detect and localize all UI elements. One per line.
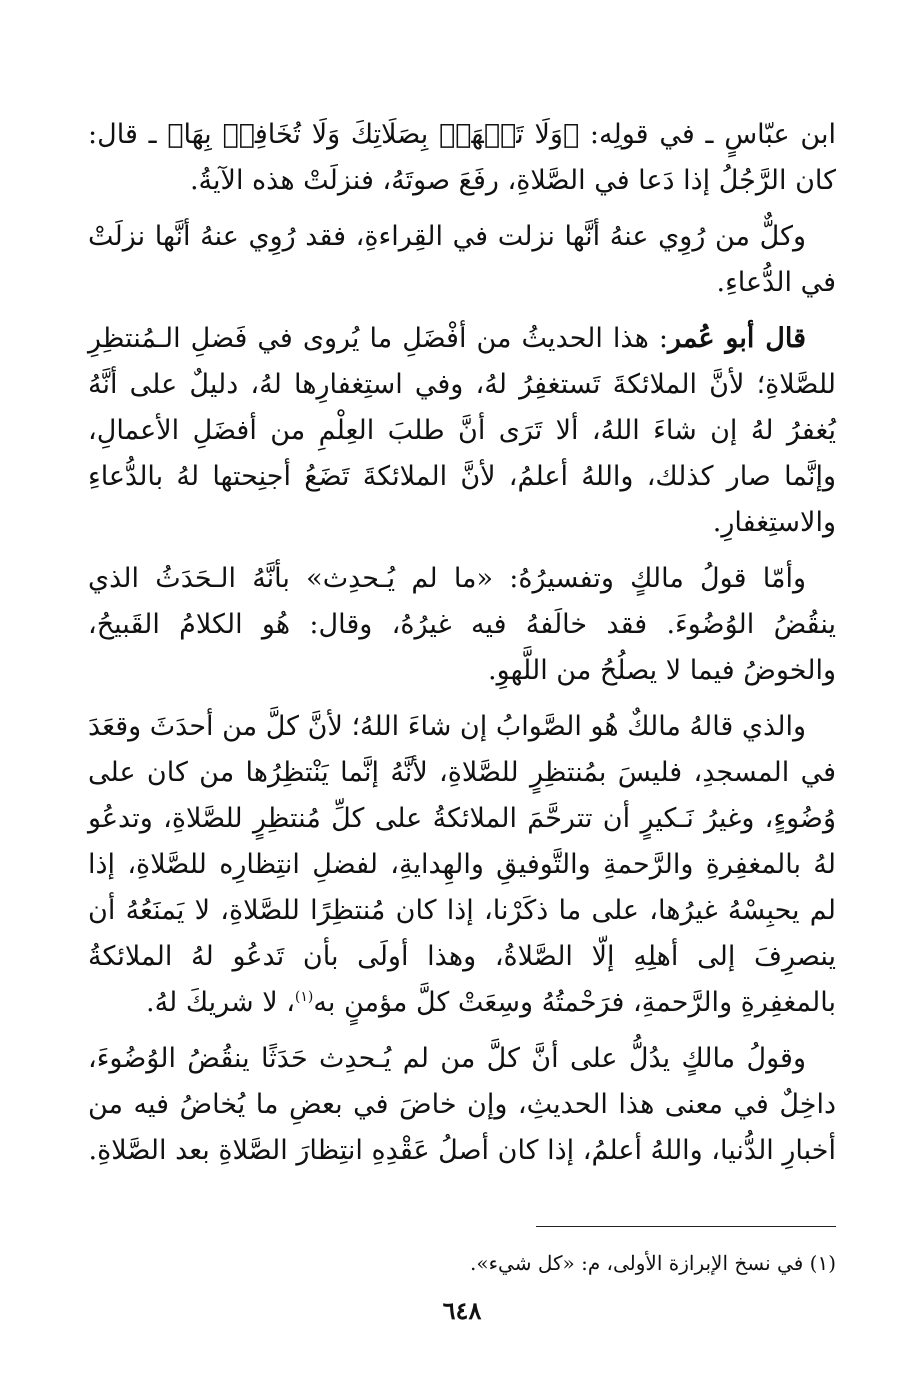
footnote: (١) في نسخ الإبرازة الأولى، م: «كل شيء». [470, 1251, 836, 1275]
footnote-reference: (١) [294, 989, 314, 1005]
paragraph-5 [88, 704, 836, 1026]
page [88, 112, 836, 1374]
paragraph-1 [88, 112, 836, 204]
paragraph-2 [88, 214, 836, 306]
paragraph-text: وكلٌّ من رُوِي عنهُ أنَّها نزلت في القِراءةِ، فقد رُوِي عنهُ أنَّها نزلَتْ في الدُّعاءِ. [88, 221, 836, 298]
footnote-divider [536, 1226, 836, 1227]
main-text [88, 112, 836, 1174]
paragraph-text: وقولُ مالكٍ يدُلُّ على أنَّ كلَّ من لم يُـحدِث حَدَثًا ينقُضُ الوُضُوءَ، داخِلٌ في معنى هذا الحديثِ، وإن خاضَ في بعضِ ما يُخاضُ فيه من أخبارِ الدُّنيا، واللهُ أعلمُ، إذا كان أصلُ عَقْدِهِ انتِظارَ الصَّلاةِ بعد الصَّلاةِ. [88, 1043, 836, 1166]
paragraph-text-cont: ـ قال: كان الرَّجُلُ إذا دَعا في الصَّلاةِ، رفَعَ صوتَهُ، فنزلَتْ هذه الآيةُ. [88, 119, 836, 196]
paragraph-4 [88, 556, 836, 694]
paragraph-text: ابن عبّاسٍ ـ في قولِه: [579, 119, 836, 150]
paragraph-6 [88, 1036, 836, 1174]
paragraph-text: وأمّا قولُ مالكٍ وتفسيرُهُ: «ما لم يُـحدِث» بأنَّهُ الـحَدَثُ الذي ينقُضُ الوُضُوءَ. فقد خالَفهُ فيه غيرُهُ، وقال: هُو الكلامُ القَبيحُ، والخوضُ فيما لا يصلُحُ من اللَّهوِ. [88, 563, 836, 686]
page-number: ٦٤٨ [442, 1296, 482, 1325]
paragraph-text-cont: ، لا شريكَ لهُ. [145, 987, 295, 1018]
paragraph-3 [88, 316, 836, 546]
paragraph-text: والذي قالهُ مالكٌ هُو الصَّوابُ إن شاءَ اللهُ؛ لأنَّ كلَّ من أحدَثَ وقعَدَ في المسجدِ، فليسَ بمُنتظِرٍ للصَّلاةِ، لأنَّهُ إنَّما يَنْتظِرُها من كان على وُضُوءٍ، وغيرُ نَـكيرٍ أن تترحَّمَ الملائكةُ على كلِّ مُنتظِرٍ للصَّلاةِ، وتدعُو لهُ بالمغفِرةِ والرَّحمةِ والتَّوفيقِ والهِدايةِ، لفضلِ انتِظارِه للصَّلاةِ، إذا لم يحبِسْهُ غيرُها، على ما ذكَرْنا، إذا كان مُنتظِرًا للصَّلاةِ، لا يَمنَعُهُ أن ينصرِفَ إلى أهلِهِ إلّا الصَّلاةُ، وهذا أولَى بأن تَدعُو لهُ الملائكةُ بالمغفِرةِ والرَّحمةِ، فرَحْمتُهُ وسِعَتْ كلَّ مؤمنٍ به [88, 711, 836, 1018]
paragraph-text: : هذا الحديثُ من أفْضَلِ ما يُروى في فَضلِ الـمُنتظِرِ للصَّلاةِ؛ لأنَّ الملائكةَ تَستغفِرُ لهُ، وفي استِغفارِها لهُ، دليلٌ على أنَّهُ يُغفرُ لهُ إن شاءَ اللهُ، ألا تَرَى أنَّ طلبَ العِلْمِ من أفضَلِ الأعمالِ، وإنَّما صار كذلك، واللهُ أعلمُ، لأنَّ الملائكةَ تَضَعُ أجنِحتها لهُ بالدُّعاءِ والاستِغفارِ. [88, 323, 836, 538]
speaker-label: قال أبو عُمر [667, 323, 806, 354]
quran-verse: ﴿وَلَا تَجۡهَرۡ بِصَلَاتِكَ وَلَا تُخَافِتۡ بِهَا﴾ [167, 119, 580, 150]
